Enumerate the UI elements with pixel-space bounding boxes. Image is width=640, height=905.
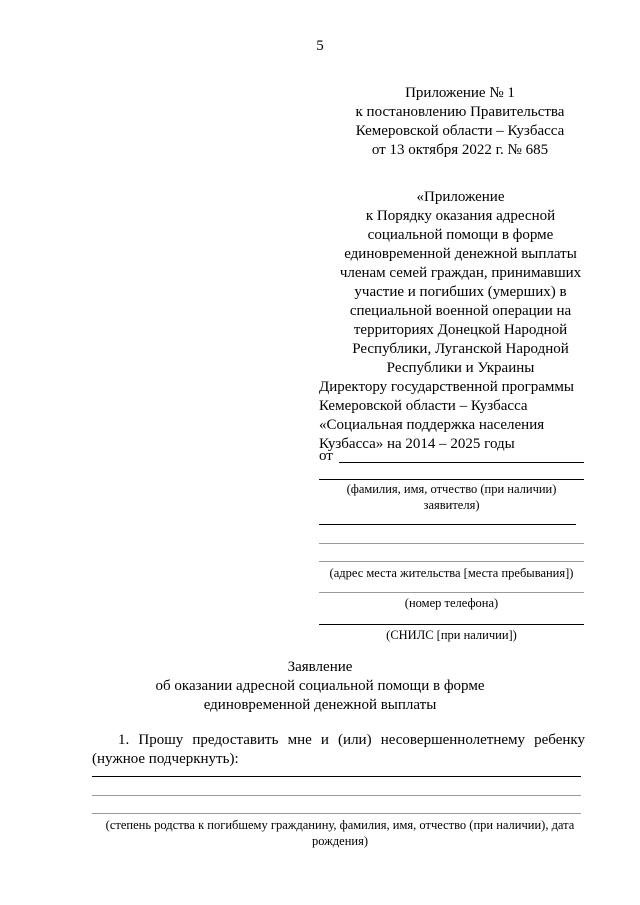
address-fill-line-1[interactable] (319, 524, 576, 525)
para-word: и (320, 732, 329, 748)
inner-appendix-line: специальной военной операции на (349, 303, 572, 319)
address-fill-line-3[interactable] (319, 561, 584, 562)
appendix-title: Приложение № 1 (405, 85, 515, 101)
relation-fill-line-1[interactable] (92, 776, 581, 777)
inner-appendix-line: «Приложение (416, 189, 505, 205)
request-paragraph-line-2: (нужное подчеркнуть): (92, 751, 239, 767)
statement-title: Заявление (287, 659, 353, 675)
inner-appendix-line: единовременной денежной выплаты (344, 246, 577, 262)
appendix-line-2: к постановлению Правительства (355, 104, 565, 120)
para-word: (или) (338, 732, 372, 748)
relation-caption-1: (степень родства к погибшему гражданину, фамилия, имя, отчество (при наличии), дата (105, 818, 575, 832)
statement-subtitle-2: единовременной денежной выплаты (203, 697, 437, 713)
inner-appendix-line: участие и погибших (умерших) в (354, 284, 567, 300)
fio-caption-1: (фамилия, имя, отчество (при наличии) (346, 482, 557, 496)
statement-subtitle-1: об оказании адресной социальной помощи в форме (155, 678, 485, 694)
statement-title-block (0, 658, 640, 715)
address-fill-line-2[interactable] (319, 543, 584, 544)
relation-fill-line-3[interactable] (92, 813, 581, 814)
snils-fill-line[interactable] (319, 624, 584, 625)
address-caption: (адрес места жительства [места пребывания]) (329, 566, 574, 580)
appendix-line-4: от 13 октября 2022 г. № 685 (371, 142, 549, 158)
request-paragraph-line-1 (118, 731, 585, 750)
para-word: несовершеннолетнему (380, 732, 526, 748)
appendix-line-3: Кемеровской области – Кузбасса (355, 123, 565, 139)
addressee-block (319, 378, 609, 454)
from-fill-line[interactable] (339, 462, 584, 463)
inner-appendix-block (318, 188, 603, 378)
inner-appendix-line: членам семей граждан, принимавших (339, 265, 582, 281)
inner-appendix-line: Республики и Украины (386, 360, 535, 376)
relation-fill-line-2[interactable] (92, 795, 581, 796)
inner-appendix-line: социальной помощи в форме (367, 227, 554, 243)
fio-caption-2: заявителя) (423, 498, 480, 512)
para-word: мне (287, 732, 312, 748)
page-number: 5 (316, 38, 324, 54)
phone-fill-line[interactable] (319, 592, 584, 593)
relation-caption-2: рождения) (311, 834, 369, 848)
inner-appendix-line: к Порядку оказания адресной (365, 208, 556, 224)
appendix-block (330, 84, 590, 160)
addressee-line: Кузбасса» на 2014 – 2025 годы (319, 436, 515, 452)
para-word: Прошу (138, 732, 184, 748)
addressee-line: «Социальная поддержка населения (319, 417, 545, 433)
inner-appendix-line: территориях Донецкой Народной (353, 322, 568, 338)
from-label: от (319, 448, 333, 464)
para-word: ребенку (534, 732, 585, 748)
inner-appendix-line: Республики, Луганской Народной (352, 341, 569, 357)
para-word: предоставить (192, 732, 279, 748)
addressee-line: Кемеровской области – Кузбасса (319, 398, 528, 414)
para-word: 1. (118, 732, 130, 748)
addressee-line: Директору государственной программы (319, 379, 574, 395)
snils-caption: (СНИЛС [при наличии]) (386, 628, 517, 642)
phone-caption: (номер телефона) (404, 596, 499, 610)
fio-fill-line[interactable] (319, 479, 584, 480)
